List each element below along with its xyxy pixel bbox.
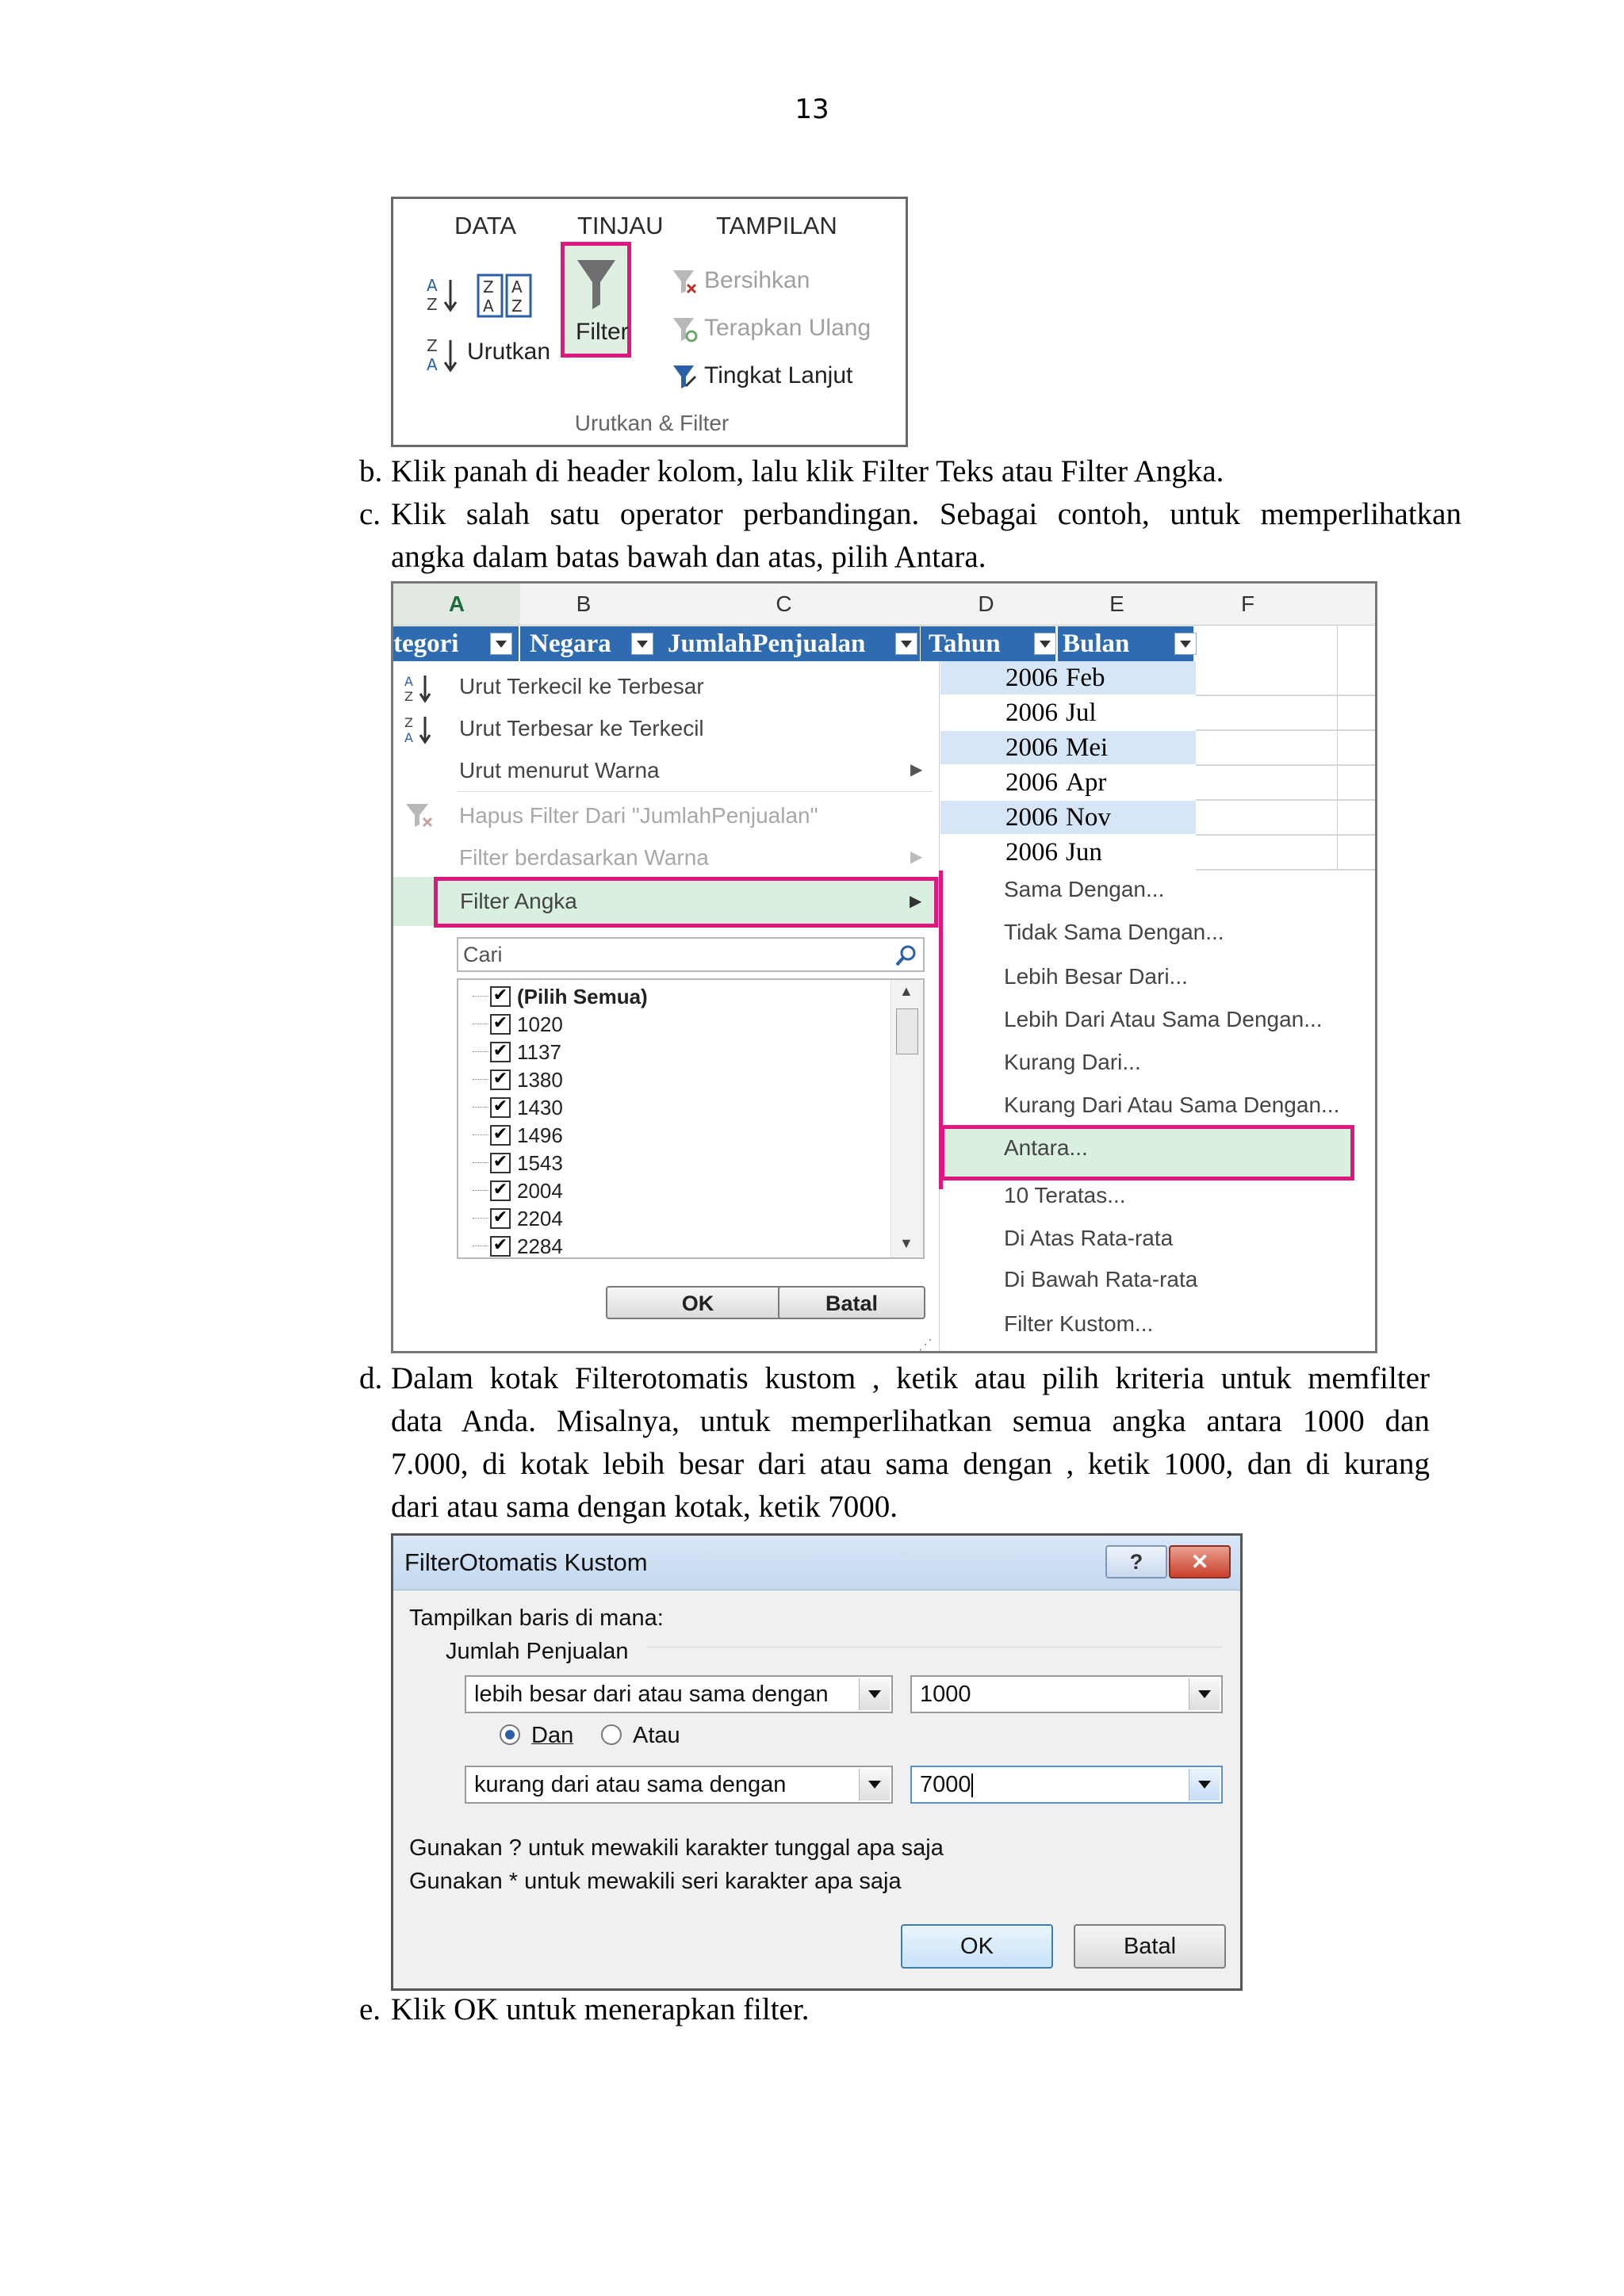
menu-divider (457, 791, 933, 792)
cell-tahun[interactable]: 2006 (940, 696, 1063, 731)
funnel-icon (574, 255, 619, 312)
step-d (359, 1357, 1430, 1529)
cell-bulan[interactable]: Mei (1063, 731, 1199, 766)
submenu-arrow-icon: ▶ (910, 761, 923, 779)
search-placeholder: Cari (463, 943, 503, 966)
header-jumlahpenjualan: JumlahPenjualan (661, 626, 920, 661)
checkbox-label[interactable]: 1137 (517, 1040, 561, 1064)
step-d-line-1: Dalam kotak Filterotomatis kustom , ketik atau pilih kriteria untuk memfilter (391, 1361, 1430, 1395)
help-button[interactable]: ? (1105, 1545, 1167, 1578)
cell-tahun[interactable]: 2006 (940, 731, 1063, 766)
value-2-text: 7000 (920, 1772, 971, 1797)
checkbox-label[interactable]: 2004 (517, 1179, 563, 1203)
column-f-header[interactable]: F (1182, 584, 1314, 626)
page-number: 13 (795, 94, 829, 125)
chevron-down-icon[interactable] (1189, 1678, 1220, 1710)
menu-filter-color: Filter berdasarkan Warna (459, 845, 709, 870)
cell-bulan[interactable]: Feb (1063, 661, 1199, 696)
filter-cancel-button[interactable]: Batal (778, 1286, 925, 1319)
step-b (359, 450, 1430, 493)
sort-a-z-icon (404, 672, 436, 708)
cell-bulan[interactable]: Jun (1063, 836, 1199, 871)
ribbon-group-label: Urutkan & Filter (574, 411, 730, 435)
submenu-item[interactable]: Lebih Besar Dari... (1004, 964, 1188, 989)
submenu-item[interactable]: Lebih Dari Atau Sama Dengan... (1004, 1007, 1323, 1031)
value-1-text: 1000 (920, 1682, 971, 1707)
show-rows-label: Tampilkan baris di mana: (409, 1605, 664, 1631)
and-radio[interactable] (500, 1724, 520, 1745)
checkbox-label[interactable]: (Pilih Semua) (517, 985, 648, 1008)
submenu-item[interactable]: Kurang Dari Atau Sama Dengan... (1004, 1093, 1340, 1117)
sort-z-a-icon (404, 714, 436, 749)
submenu-arrow-icon: ▶ (910, 848, 923, 866)
dropdown-jumlahpenjualan[interactable] (895, 633, 917, 655)
sort-dialog-icon[interactable] (475, 272, 538, 323)
svg-text:Z: Z (404, 715, 413, 730)
filter-dropdown-menu (393, 661, 940, 1353)
advanced-filter-icon[interactable] (672, 362, 699, 394)
operator-1-select[interactable] (465, 1675, 893, 1713)
submenu-item[interactable]: Di Atas Rata-rata (1004, 1226, 1174, 1250)
step-e (359, 1988, 1430, 2031)
tab-data[interactable]: DATA (454, 212, 517, 239)
header-bulan: Bulan (1058, 626, 1193, 661)
submenu-item[interactable]: Sama Dengan... (1004, 877, 1165, 901)
chevron-down-icon[interactable] (859, 1769, 890, 1800)
search-icon (894, 943, 918, 967)
clear-filter-icon (672, 267, 699, 299)
step-c-line-2: angka dalam batas bawah dan atas, pilih Antara. (391, 540, 986, 574)
tree-connector (473, 1218, 488, 1219)
filter-label: Filter (576, 319, 629, 345)
step-e-text: Klik OK untuk menerapkan filter. (391, 1992, 810, 2026)
cell-tahun[interactable]: 2006 (940, 766, 1063, 801)
menu-sort-smallest[interactable]: Urut Terkecil ke Terbesar (459, 674, 704, 698)
column-g-header-partial (1313, 584, 1377, 626)
dropdown-negara[interactable] (631, 633, 653, 655)
close-button[interactable]: ✕ (1169, 1545, 1231, 1578)
column-b-header[interactable]: B (520, 584, 648, 626)
chevron-down-icon[interactable] (1189, 1769, 1220, 1800)
operator-2-value: kurang dari atau sama dengan (474, 1772, 787, 1797)
ribbon-screenshot (391, 197, 908, 447)
dropdown-kategori[interactable] (490, 633, 512, 655)
dropdown-tahun[interactable] (1034, 633, 1056, 655)
column-c-header[interactable]: C (647, 584, 921, 626)
chevron-down-icon[interactable] (859, 1678, 890, 1710)
tree-connector (473, 1051, 488, 1052)
tree-connector (473, 1162, 488, 1163)
scroll-down-icon[interactable]: ▼ (899, 1235, 914, 1251)
step-d-label: d. (359, 1361, 383, 1395)
menu-filter-angka-label: Filter Angka (460, 889, 577, 913)
bersihkan-label: Bersihkan (704, 267, 810, 293)
svg-text:Z: Z (483, 277, 494, 297)
svg-text:A: A (404, 674, 413, 689)
urutkan-label[interactable]: Urutkan (467, 339, 551, 365)
step-c (359, 493, 1461, 579)
step-b-text: Klik panah di header kolom, lalu klik Filter Teks atau Filter Angka. (391, 454, 1224, 488)
svg-text:Z: Z (511, 297, 523, 316)
checkbox-label[interactable]: 1543 (517, 1151, 563, 1175)
tree-connector (473, 996, 488, 997)
resize-grip-icon[interactable]: ⋰ (918, 1337, 933, 1353)
checkbox-label[interactable]: 1020 (517, 1012, 563, 1036)
field-name-label: Jumlah Penjualan (446, 1639, 629, 1664)
column-a-header[interactable]: A (393, 584, 521, 626)
cell-bulan[interactable]: Nov (1063, 801, 1199, 836)
cell-tahun[interactable]: 2006 (940, 661, 1063, 696)
custom-autofilter-dialog (391, 1533, 1243, 1991)
tab-tampilan[interactable]: TAMPILAN (716, 212, 837, 239)
checkbox-label[interactable]: 2204 (517, 1207, 563, 1230)
checkbox-label[interactable]: 2284 (517, 1234, 563, 1258)
svg-text:Z: Z (427, 336, 438, 355)
svg-text:A: A (404, 730, 413, 745)
step-c-label: c. (359, 497, 381, 531)
column-e-header[interactable]: E (1051, 584, 1183, 626)
step-b-label: b. (359, 454, 383, 488)
operator-2-select[interactable] (465, 1766, 893, 1804)
step-d-line-2: data Anda. Misalnya, untuk memperlihatkan semua angka antara 1000 dan (391, 1404, 1430, 1438)
value-1-combo[interactable] (910, 1675, 1223, 1713)
checkbox-label[interactable]: 1380 (517, 1068, 563, 1092)
svg-text:A: A (427, 276, 438, 295)
hint-multi-char: Gunakan * untuk mewakili seri karakter apa saja (409, 1869, 902, 1894)
checkbox[interactable]: ✔ (490, 1097, 511, 1118)
or-radio-label[interactable]: Atau (633, 1723, 680, 1748)
tree-connector (473, 1107, 488, 1108)
step-e-label: e. (359, 1992, 381, 2026)
sort-a-z-icon[interactable] (425, 275, 460, 318)
header-kategori: tegori (393, 626, 519, 661)
step-d-line-3: 7.000, di kotak lebih besar dari atau sama dengan , ketik 1000, dan di kurang (391, 1447, 1430, 1481)
filter-ok-button[interactable]: OK (606, 1286, 790, 1319)
value-checklist (457, 978, 925, 1259)
filter-button[interactable] (561, 242, 631, 358)
menu-clear-filter: Hapus Filter Dari "JumlahPenjualan" (459, 803, 818, 828)
submenu-antara-highlight (940, 1125, 1354, 1181)
cell-bulan[interactable]: Jul (1063, 696, 1199, 731)
menu-sort-largest[interactable]: Urut Terbesar ke Terkecil (459, 716, 704, 740)
text-cursor (971, 1774, 973, 1797)
column-d-header[interactable]: D (921, 584, 1052, 626)
terapkan-ulang-label: Terapkan Ulang (704, 315, 871, 341)
header-negara: Negara (520, 626, 782, 661)
tree-connector (473, 1190, 488, 1191)
svg-text:Z: Z (427, 295, 438, 314)
tree-connector (473, 1079, 488, 1080)
svg-text:Z: Z (404, 689, 413, 704)
checkbox[interactable]: ✔ (490, 1208, 511, 1229)
dialog-title-bar (393, 1536, 1240, 1590)
checkbox[interactable]: ✔ (490, 1181, 511, 1201)
reapply-icon (672, 315, 699, 346)
dialog-ok-button[interactable]: OK (901, 1924, 1053, 1969)
checkbox[interactable]: ✔ (490, 1014, 511, 1035)
header-tahun: Tahun (921, 626, 1055, 661)
dialog-cancel-button[interactable]: Batal (1074, 1924, 1226, 1969)
value-2-combo[interactable] (910, 1766, 1223, 1804)
checkbox-label[interactable]: 1430 (517, 1096, 563, 1119)
step-c-line-1: Klik salah satu operator perbandingan. Sebagai contoh, untuk memperlihatkan (391, 497, 1461, 531)
or-radio[interactable] (601, 1724, 622, 1745)
scroll-up-icon[interactable]: ▲ (899, 983, 914, 999)
checkbox[interactable]: ✔ (490, 1070, 511, 1090)
cell-tahun[interactable]: 2006 (940, 801, 1063, 836)
submenu-item[interactable]: 10 Teratas... (1004, 1183, 1126, 1207)
svg-text:A: A (511, 277, 523, 297)
submenu-item[interactable]: Di Bawah Rata-rata (1004, 1267, 1198, 1292)
clear-filter-icon (404, 801, 436, 833)
search-input[interactable] (457, 937, 925, 972)
menu-sort-color[interactable]: Urut menurut Warna (459, 758, 660, 783)
submenu-item[interactable]: Antara... (1004, 1135, 1088, 1160)
submenu-item[interactable]: Tidak Sama Dengan... (1004, 920, 1224, 944)
checkbox[interactable]: ✔ (490, 1125, 511, 1146)
svg-text:A: A (483, 297, 494, 316)
checkbox[interactable]: ✔ (490, 1153, 511, 1173)
cell-tahun[interactable]: 2006 (940, 836, 1063, 871)
submenu-item[interactable]: Filter Kustom... (1004, 1311, 1154, 1336)
cell-bulan[interactable]: Apr (1063, 766, 1199, 801)
svg-text:A: A (427, 355, 438, 374)
scroll-thumb[interactable] (896, 1008, 918, 1054)
checklist-scrollbar[interactable] (891, 980, 923, 1257)
submenu-item[interactable]: Kurang Dari... (1004, 1050, 1141, 1074)
checkbox-label[interactable]: 1496 (517, 1123, 563, 1147)
excel-filter-screenshot (391, 581, 1377, 1353)
menu-filter-angka[interactable] (434, 877, 938, 928)
dropdown-bulan[interactable] (1174, 633, 1197, 655)
checkbox[interactable]: ✔ (490, 986, 511, 1007)
and-radio-label[interactable]: Dan (531, 1723, 574, 1748)
hint-single-char: Gunakan ? untuk mewakili karakter tunggal apa saja (409, 1835, 944, 1861)
submenu-arrow-icon: ▶ (910, 893, 922, 910)
tab-tinjau[interactable]: TINJAU (577, 212, 664, 239)
dialog-title: FilterOtomatis Kustom (404, 1548, 648, 1576)
step-d-line-4: dari atau sama dengan kotak, ketik 7000. (391, 1490, 898, 1524)
sort-z-a-icon[interactable] (425, 335, 460, 378)
operator-1-value: lebih besar dari atau sama dengan (474, 1682, 829, 1707)
checkbox[interactable]: ✔ (490, 1042, 511, 1062)
tingkat-lanjut-label[interactable]: Tingkat Lanjut (704, 362, 853, 388)
checkbox[interactable]: ✔ (490, 1236, 511, 1257)
